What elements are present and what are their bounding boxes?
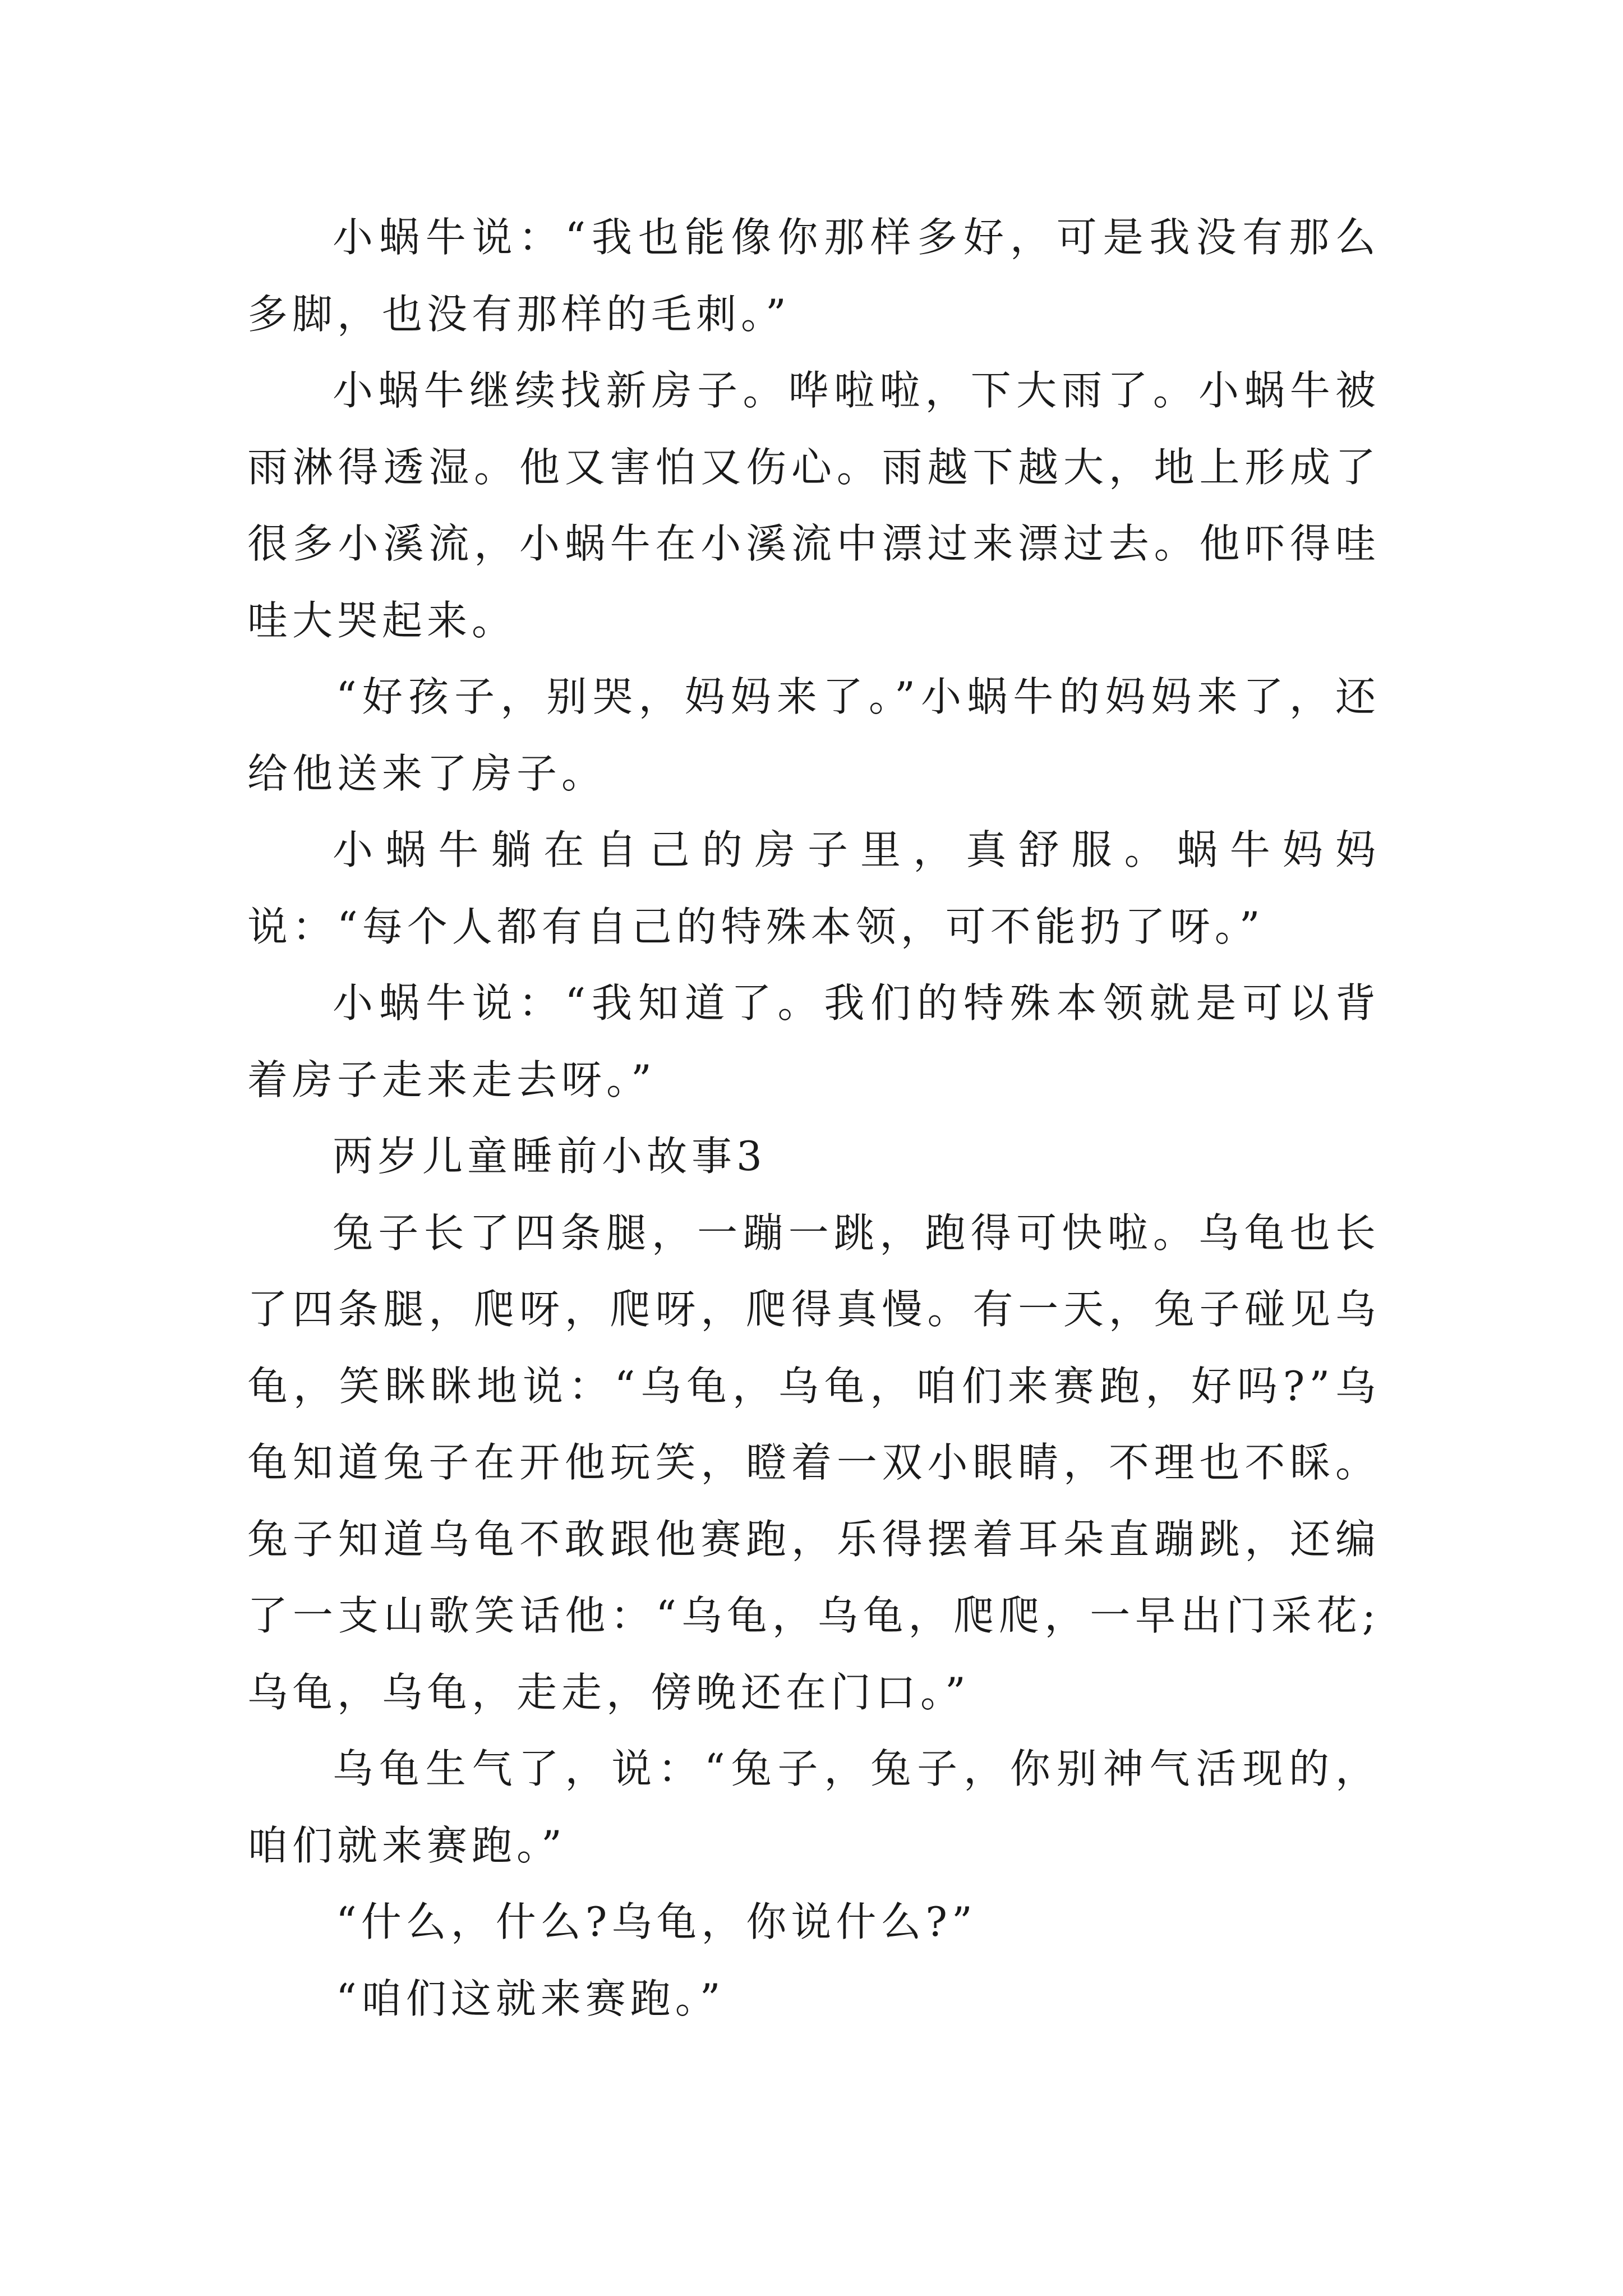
story-text-body xyxy=(247,199,1380,2037)
paragraph-mother-advice: 小蜗牛躺在自己的房子里，真舒服。蜗牛妈妈说：“每个人都有自己的特殊本领，可不能扔了呀。” xyxy=(247,826,1380,950)
paragraph-snail-rain: 小蜗牛继续找新房子。哗啦啦，下大雨了。小蜗牛被雨淋得透湿。他又害怕又伤心。雨越下越大，地上形成了很多小溪流，小蜗牛在小溪流中漂过来漂过去。他吓得哇哇大哭起来。 xyxy=(247,367,1380,644)
paragraph-rabbit-tortoise: 兔子长了四条腿，一蹦一跳，跑得可快啦。乌龟也长了四条腿，爬呀，爬呀，爬得真慢。有一天，兔子碰见乌龟，笑眯眯地说：“乌龟，乌龟，咱们来赛跑，好吗?”乌龟知道兔子在开他玩笑，瞪着一双小眼睛，不理也不睬。兔子知道乌龟不敢跟他赛跑，乐得摆着耳朵直蹦跳，还编了一支山歌笑话他：“乌龟，乌龟，爬爬，一早出门采花;乌龟，乌龟，走走，傍晚还在门口。” xyxy=(247,1209,1380,1716)
paragraph-tortoise-reply: “咱们这就来赛跑。” xyxy=(336,1975,725,2022)
paragraph-rabbit-question: “什么，什么?乌龟，你说什么?” xyxy=(336,1898,977,1945)
story-heading: 两岁儿童睡前小故事3 xyxy=(333,1133,767,1180)
paragraph-mother-arrives: “好孩子，别哭，妈妈来了。”小蜗牛的妈妈来了，还给他送来了房子。 xyxy=(247,673,1380,797)
paragraph-tortoise-angry: 乌龟生气了，说：“兔子，兔子，你别神气活现的，咱们就来赛跑。” xyxy=(247,1745,1380,1869)
paragraph-snail-wish: 小蜗牛说：“我也能像你那样多好，可是我没有那么多脚，也没有那样的毛刺。” xyxy=(247,214,1380,338)
paragraph-snail-answer: 小蜗牛说：“我知道了。我们的特殊本领就是可以背着房子走来走去呀。” xyxy=(247,979,1380,1103)
